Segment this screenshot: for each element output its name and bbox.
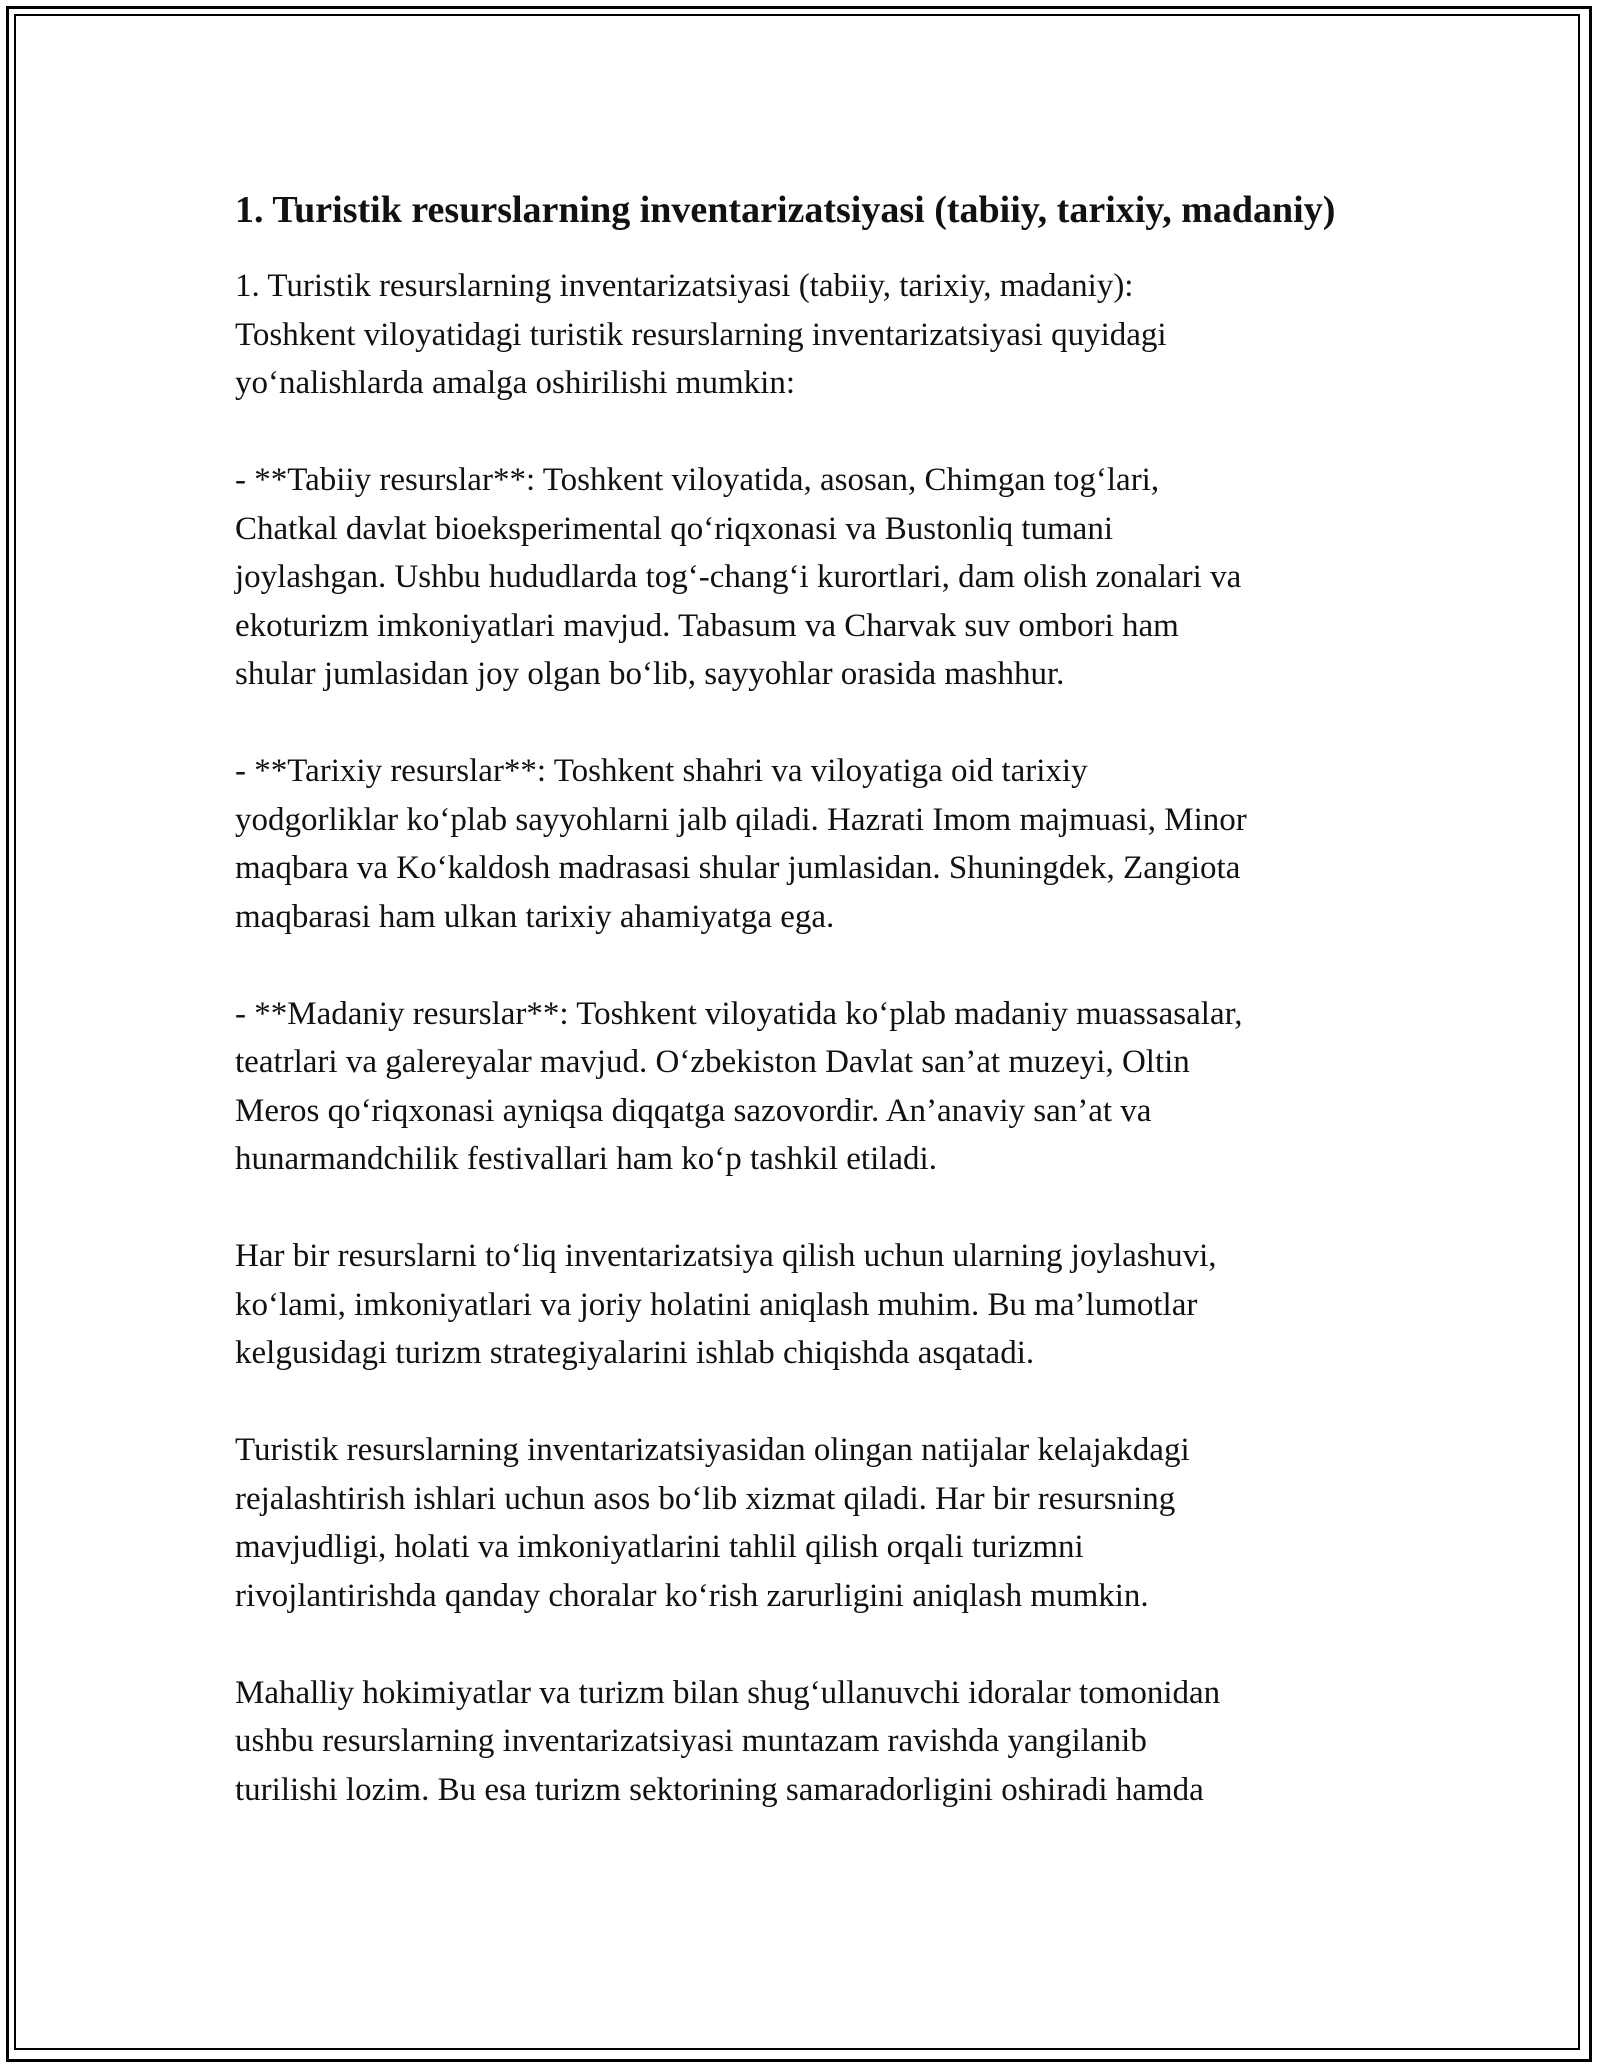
text-line: Har bir resurslarni to‘liq inventarizatsiya qilish uchun ularning joylashuvi, bbox=[235, 1238, 1217, 1274]
text-line: Mahalliy hokimiyatlar va turizm bilan shug‘ullanuvchi idoralar tomonidan bbox=[235, 1674, 1221, 1711]
document-body bbox=[235, 182, 1385, 1863]
text-line: teatrlari va galereyalar mavjud. O‘zbekiston Davlat san’at muzeyi, Oltin bbox=[235, 1044, 1190, 1080]
text-line: turilishi lozim. Bu esa turizm sektorining samaradorligini oshiradi hamda bbox=[235, 1771, 1204, 1808]
local-authorities-paragraph bbox=[235, 1669, 1385, 1815]
page-title bbox=[235, 182, 1385, 238]
text-line: maqbarasi ham ulkan tarixiy ahamiyatga ega. bbox=[235, 898, 835, 935]
text-line: ekoturizm imkoniyatlari mavjud. Tabasum va Charvak suv ombori ham bbox=[235, 607, 1179, 644]
text-line: rejalashtirish ishlari uchun asos bo‘lib xizmat qiladi. Har bir resursning bbox=[235, 1480, 1176, 1517]
text-line: joylashgan. Ushbu hududlarda tog‘-chang‘i kurortlari, dam olish zonalari va bbox=[235, 559, 1242, 595]
natural-resources-paragraph bbox=[235, 456, 1385, 699]
text-line: - **Madaniy resurslar**: Toshkent viloyatida ko‘plab madaniy muassasalar, bbox=[235, 995, 1243, 1032]
text-line: maqbara va Ko‘kaldosh madrasasi shular jumlasidan. Shuningdek, Zangiota bbox=[235, 850, 1241, 886]
cultural-resources-paragraph bbox=[235, 990, 1385, 1184]
text-line: rivojlantirishda qanday choralar ko‘rish zarurligini aniqlash mumkin. bbox=[235, 1577, 1149, 1614]
text-line: Meros qo‘riqxonasi ayniqsa diqqatga sazovordir. An’anaviy san’at va bbox=[235, 1092, 1152, 1129]
text-line: yodgorliklar ko‘plab sayyohlarni jalb qiladi. Hazrati Imom majmuasi, Minor bbox=[235, 801, 1247, 838]
text-line: kelgusidagi turizm strategiyalarini ishlab chiqishda asqatadi. bbox=[235, 1335, 1035, 1371]
inventory-importance-paragraph bbox=[235, 1232, 1385, 1378]
text-line: Toshkent viloyatidagi turistik resurslarning inventarizatsiyasi quyidagi bbox=[235, 316, 1167, 353]
text-line: ushbu resurslarning inventarizatsiyasi muntazam ravishda yangilanib bbox=[235, 1723, 1147, 1759]
text-line: ko‘lami, imkoniyatlari va joriy holatini aniqlash muhim. Bu ma’lumotlar bbox=[235, 1286, 1198, 1323]
historical-resources-paragraph bbox=[235, 747, 1385, 941]
text-line: Chatkal davlat bioeksperimental qo‘riqxonasi va Bustonliq tumani bbox=[235, 510, 1113, 547]
text-line: Turistik resurslarning inventarizatsiyasidan olingan natijalar kelajakdagi bbox=[235, 1432, 1190, 1468]
text-line: 1. Turistik resurslarning inventarizatsiyasi (tabiiy, tarixiy, madaniy): bbox=[235, 268, 1134, 304]
text-line: - **Tarixiy resurslar**: Toshkent shahri va viloyatiga oid tarixiy bbox=[235, 753, 1088, 789]
text-line: yo‘nalishlarda amalga oshirilishi mumkin: bbox=[235, 365, 795, 401]
title-line: madaniy) bbox=[1181, 189, 1336, 231]
text-line: - **Tabiiy resurslar**: Toshkent viloyatida, asosan, Chimgan tog‘lari, bbox=[235, 462, 1160, 498]
text-line: shular jumlasidan joy olgan bo‘lib, sayyohlar orasida mashhur. bbox=[235, 656, 1065, 692]
title-line: 1. Turistik resurslarning inventarizatsiyasi (tabiiy, tarixiy, bbox=[235, 189, 1172, 231]
intro-paragraph bbox=[235, 262, 1385, 408]
text-line: hunarmandchilik festivallari ham ko‘p tashkil etiladi. bbox=[235, 1141, 937, 1177]
results-paragraph bbox=[235, 1426, 1385, 1620]
text-line: mavjudligi, holati va imkoniyatlarini tahlil qilish orqali turizmni bbox=[235, 1529, 1084, 1565]
